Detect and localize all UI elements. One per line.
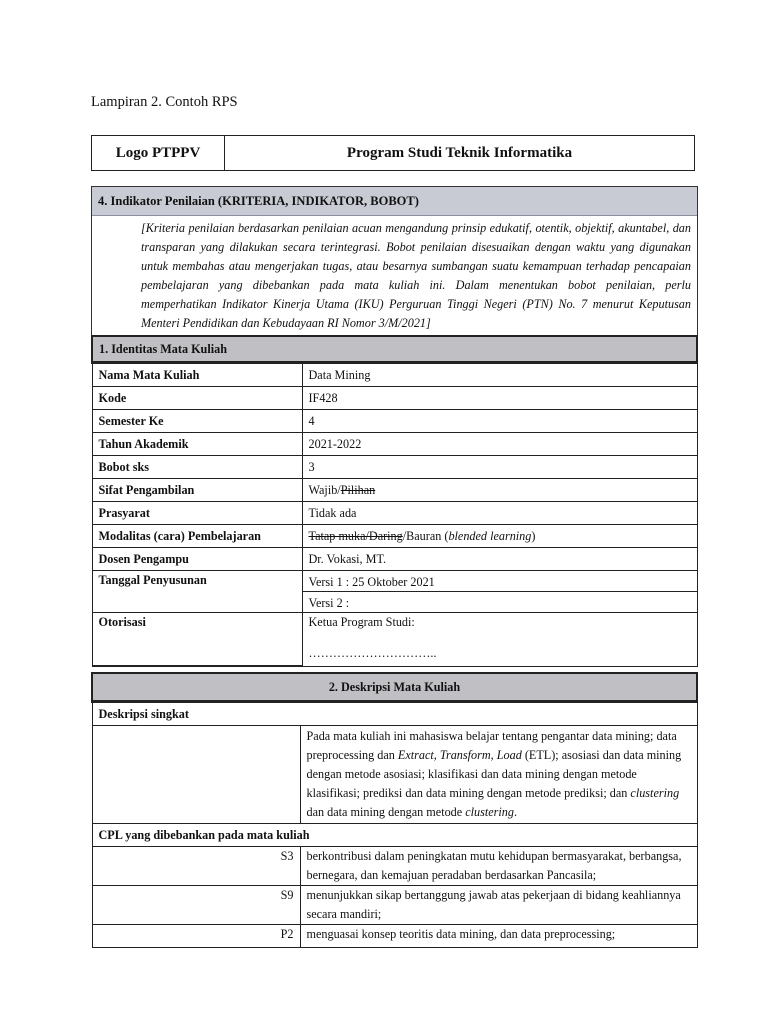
desc-part: . xyxy=(513,805,518,819)
identitas-table xyxy=(91,335,698,667)
deskripsi-singkat-label: Deskripsi singkat xyxy=(92,702,697,726)
desc-part: Pada mata kuliah ini mahasiswa belajar tentang pengantar data mining; data preprocessing dan xyxy=(306,729,677,762)
modalitas-label: Modalitas (cara) Pembelajaran xyxy=(92,525,302,548)
logo-placeholder: Logo PTPPV xyxy=(92,136,225,170)
identitas-title: 1. Identitas Mata Kuliah xyxy=(92,336,697,363)
indikator-section xyxy=(91,186,698,337)
cpl-label: CPL yang dibebankan pada mata kuliah xyxy=(92,824,697,847)
sifat-pilihan-struck: Pilihan xyxy=(340,482,376,497)
deskripsi-singkat-text xyxy=(300,726,697,824)
cpl-code: S9 xyxy=(92,886,300,925)
table-row xyxy=(92,387,697,410)
deskripsi-table xyxy=(91,672,698,948)
table-row xyxy=(92,847,697,886)
table-row xyxy=(92,363,697,387)
indikator-text: [Kriteria penilaian berdasarkan penilaian acuan mengandung prinsip edukatif, otentik, objektif, akuntabel, dan transparan yang dilakukan secara terintegrasi. Bobot penilaian disesuaikan dengan waktu yang digunakan untuk membahas atau mengerjakan tugas, atau besarnya sumbangan suatu kemampuan terhadap pencapaian pembelajaran yang dibebankan pada mata kuliah ini. Dalam menentukan bobot penilaian, perlu memperhatikan Indikator Kinerja Utama (IKU) Perguruan Tinggi Negeri (PTN) No. 7 menurut Keputusan Menteri Pendidikan dan Kebudayaan RI Nomor 3/M/2021] xyxy=(141,221,691,330)
indikator-title: 4. Indikator Penilaian (KRITERIA, INDIKATOR, BOBOT) xyxy=(92,187,697,216)
modalitas-plain: /Bauran ( xyxy=(402,528,449,543)
page-heading: Lampiran 2. Contoh RPS xyxy=(91,94,238,110)
modalitas-struck: Tatap muka/Daring xyxy=(308,528,403,543)
otorisasi-value xyxy=(302,613,697,667)
desc-italic: clustering xyxy=(630,786,680,800)
tanggal-versi1: Versi 1 : 25 Oktober 2021 xyxy=(302,571,697,592)
cpl-code: P2 xyxy=(92,925,300,948)
table-row xyxy=(92,548,697,571)
rps-header xyxy=(91,135,695,171)
desc-italic: Extract, Transform, Load xyxy=(397,748,522,762)
row-label: Bobot sks xyxy=(92,456,302,479)
modalitas-close: ) xyxy=(531,528,536,543)
table-row xyxy=(92,479,697,502)
table-row xyxy=(92,525,697,548)
modalitas-value xyxy=(302,525,697,548)
signature-dots: ………………………….. xyxy=(308,646,437,660)
table-row xyxy=(92,571,697,592)
cpl-code: S3 xyxy=(92,847,300,886)
table-row xyxy=(92,925,697,948)
modalitas-italic: blended learning xyxy=(448,528,532,543)
desc-italic: clustering xyxy=(465,805,514,819)
prasyarat-value: Tidak ada xyxy=(302,502,697,525)
sifat-wajib: Wajib/ xyxy=(308,482,341,497)
prasyarat-label: Prasyarat xyxy=(92,502,302,525)
row-value: 4 xyxy=(302,410,697,433)
dosen-label: Dosen Pengampu xyxy=(92,548,302,571)
tanggal-versi2: Versi 2 : xyxy=(302,592,697,613)
table-row xyxy=(92,502,697,525)
table-row xyxy=(92,456,697,479)
table-row xyxy=(92,886,697,925)
row-value: 3 xyxy=(302,456,697,479)
program-title: Program Studi Teknik Informatika xyxy=(346,144,573,161)
table-row xyxy=(92,410,697,433)
cpl-text: berkontribusi dalam peningkatan mutu kehidupan bermasyarakat, berbangsa, bernegara, dan kemajuan peradaban berdasarkan Pancasila; xyxy=(300,847,697,886)
cpl-text: menguasai konsep teoritis data mining, dan data preprocessing; xyxy=(300,925,697,948)
dosen-value: Dr. Vokasi, MT. xyxy=(302,548,697,571)
row-value: 2021-2022 xyxy=(302,433,697,456)
otorisasi-label: Otorisasi xyxy=(92,613,302,667)
table-row xyxy=(92,433,697,456)
sifat-value xyxy=(302,479,697,502)
otorisasi-role: Ketua Program Studi: xyxy=(308,615,415,629)
deskripsi-title: 2. Deskripsi Mata Kuliah xyxy=(92,673,697,702)
desc-part: dan data mining dengan metode xyxy=(306,805,466,819)
desc-part: (ETL); asosiasi dan data mining dengan metode asosiasi; klasifikasi dan data mining dengan metode klasifikasi; prediksi dan data mining dengan metode prediksi; dan xyxy=(306,748,682,800)
row-value: IF428 xyxy=(302,387,697,410)
tanggal-label: Tanggal Penyusunan xyxy=(92,571,302,613)
empty-cell xyxy=(92,726,300,824)
table-row xyxy=(92,613,697,667)
row-label: Kode xyxy=(92,387,302,410)
table-row xyxy=(92,726,697,824)
row-value: Data Mining xyxy=(302,363,697,387)
row-label: Nama Mata Kuliah xyxy=(92,363,302,387)
row-label: Semester Ke xyxy=(92,410,302,433)
cpl-text: menunjukkan sikap bertanggung jawab atas pekerjaan di bidang keahliannya secara mandiri; xyxy=(300,886,697,925)
sifat-label: Sifat Pengambilan xyxy=(92,479,302,502)
row-label: Tahun Akademik xyxy=(92,433,302,456)
